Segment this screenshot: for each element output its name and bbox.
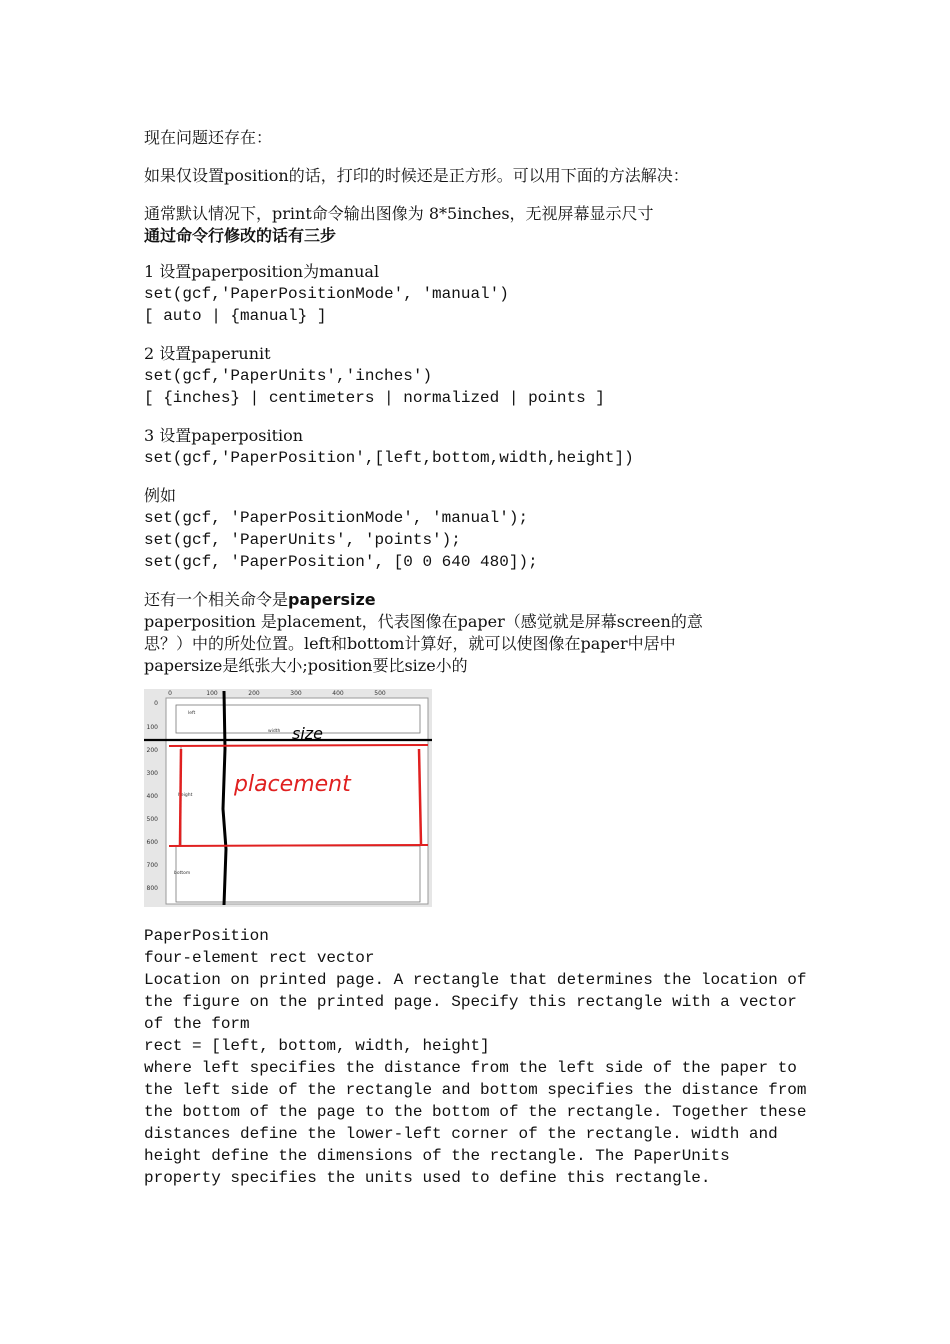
y-tick-100: 100 — [146, 724, 158, 731]
doc-body-4: distances define the lower-left corner of the rectangle. width and — [144, 1125, 778, 1143]
related-line-1 — [144, 589, 824, 611]
y-tick-700: 700 — [146, 862, 158, 869]
related-line-3: 思？）中的所处位置。left和bottom计算好，就可以使图像在paper中居中 — [144, 634, 676, 653]
paper-position-figure — [144, 689, 432, 907]
step-3-code: set(gcf,'PaperPosition',[left,bottom,width,height]) — [144, 449, 634, 467]
handwritten-size: size — [292, 724, 324, 743]
y-tick-labels — [147, 700, 159, 892]
handwritten-placement: placement — [234, 772, 351, 797]
related-line-4: papersize是纸张大小;position要比size小的 — [144, 656, 468, 675]
related-prefix: 还有一个相关命令是 — [144, 590, 289, 609]
doc-desc-2: the figure on the printed page. Specify this rectangle with a vector — [144, 993, 797, 1011]
step-2-code: set(gcf,'PaperUnits','inches') — [144, 367, 433, 385]
example-line-3: set(gcf, 'PaperPosition', [0 0 640 480]); — [144, 553, 538, 571]
placement-top-edge — [169, 745, 428, 746]
papersize-command: papersize — [288, 590, 376, 609]
doc-desc-3: of the form — [144, 1015, 250, 1033]
intro-line-2: 如果仅设置position的话，打印的时候还是正方形。可以用下面的方法解决： — [144, 166, 689, 185]
doc-body-1: where left specifies the distance from the left side of the paper to — [144, 1059, 797, 1077]
label-bottom: bottom — [174, 871, 191, 876]
doc-rect: rect = [left, bottom, width, height] — [144, 1037, 490, 1055]
example-label: 例如 — [144, 486, 177, 505]
doc-body-5: height define the dimensions of the rectangle. The PaperUnits — [144, 1147, 730, 1165]
related-line-2: paperposition 是placement，代表图像在paper（感觉就是屏幕screen的意 — [144, 612, 703, 631]
step-3-title: 3 设置paperposition — [144, 426, 304, 445]
doc-desc-1: Location on printed page. A rectangle that determines the location of — [144, 971, 807, 989]
steps-heading: 通过命令行修改的话有三步 — [144, 226, 337, 245]
example-line-1: set(gcf, 'PaperPositionMode', 'manual'); — [144, 509, 529, 527]
step-2-title: 2 设置paperunit — [144, 344, 271, 363]
y-tick-600: 600 — [146, 839, 158, 846]
placement-left-edge — [180, 749, 181, 845]
x-tick-100: 100 — [206, 690, 218, 697]
doc-body-6: property specifies the units used to define this rectangle. — [144, 1169, 711, 1187]
doc-body-2: the left side of the rectangle and bottom specifies the distance from — [144, 1081, 807, 1099]
y-tick-400: 400 — [146, 793, 158, 800]
y-tick-0: 0 — [154, 700, 158, 707]
step-1-code: set(gcf,'PaperPositionMode', 'manual') — [144, 285, 509, 303]
placement-bottom-edge — [169, 845, 428, 846]
doc-body-3: the bottom of the page to the bottom of the rectangle. Together these — [144, 1103, 807, 1121]
x-tick-300: 300 — [290, 690, 302, 697]
doc-title: PaperPosition — [144, 927, 269, 945]
x-tick-400: 400 — [332, 690, 344, 697]
x-tick-500: 500 — [374, 690, 386, 697]
label-height: height — [178, 793, 193, 798]
label-left: left — [188, 711, 196, 716]
step-1-options: [ auto | {manual} ] — [144, 307, 327, 325]
y-tick-300: 300 — [146, 770, 158, 777]
step-1-title: 1 设置paperposition为manual — [144, 262, 380, 281]
document-page — [144, 127, 824, 1189]
intro-line-3: 通常默认情况下，print命令输出图像为 8*5inches，无视屏幕显示尺寸 — [144, 204, 654, 223]
intro-line-1: 现在问题还存在： — [144, 128, 273, 147]
doc-type: four-element rect vector — [144, 949, 375, 967]
label-width: width — [268, 729, 281, 734]
x-tick-200: 200 — [248, 690, 260, 697]
figure-svg — [144, 689, 432, 907]
x-tick-0: 0 — [168, 690, 172, 697]
step-2-options: [ {inches} | centimeters | normalized | points ] — [144, 389, 605, 407]
y-tick-200: 200 — [146, 747, 158, 754]
example-line-2: set(gcf, 'PaperUnits', 'points'); — [144, 531, 461, 549]
y-tick-500: 500 — [146, 816, 158, 823]
y-tick-800: 800 — [146, 885, 158, 892]
